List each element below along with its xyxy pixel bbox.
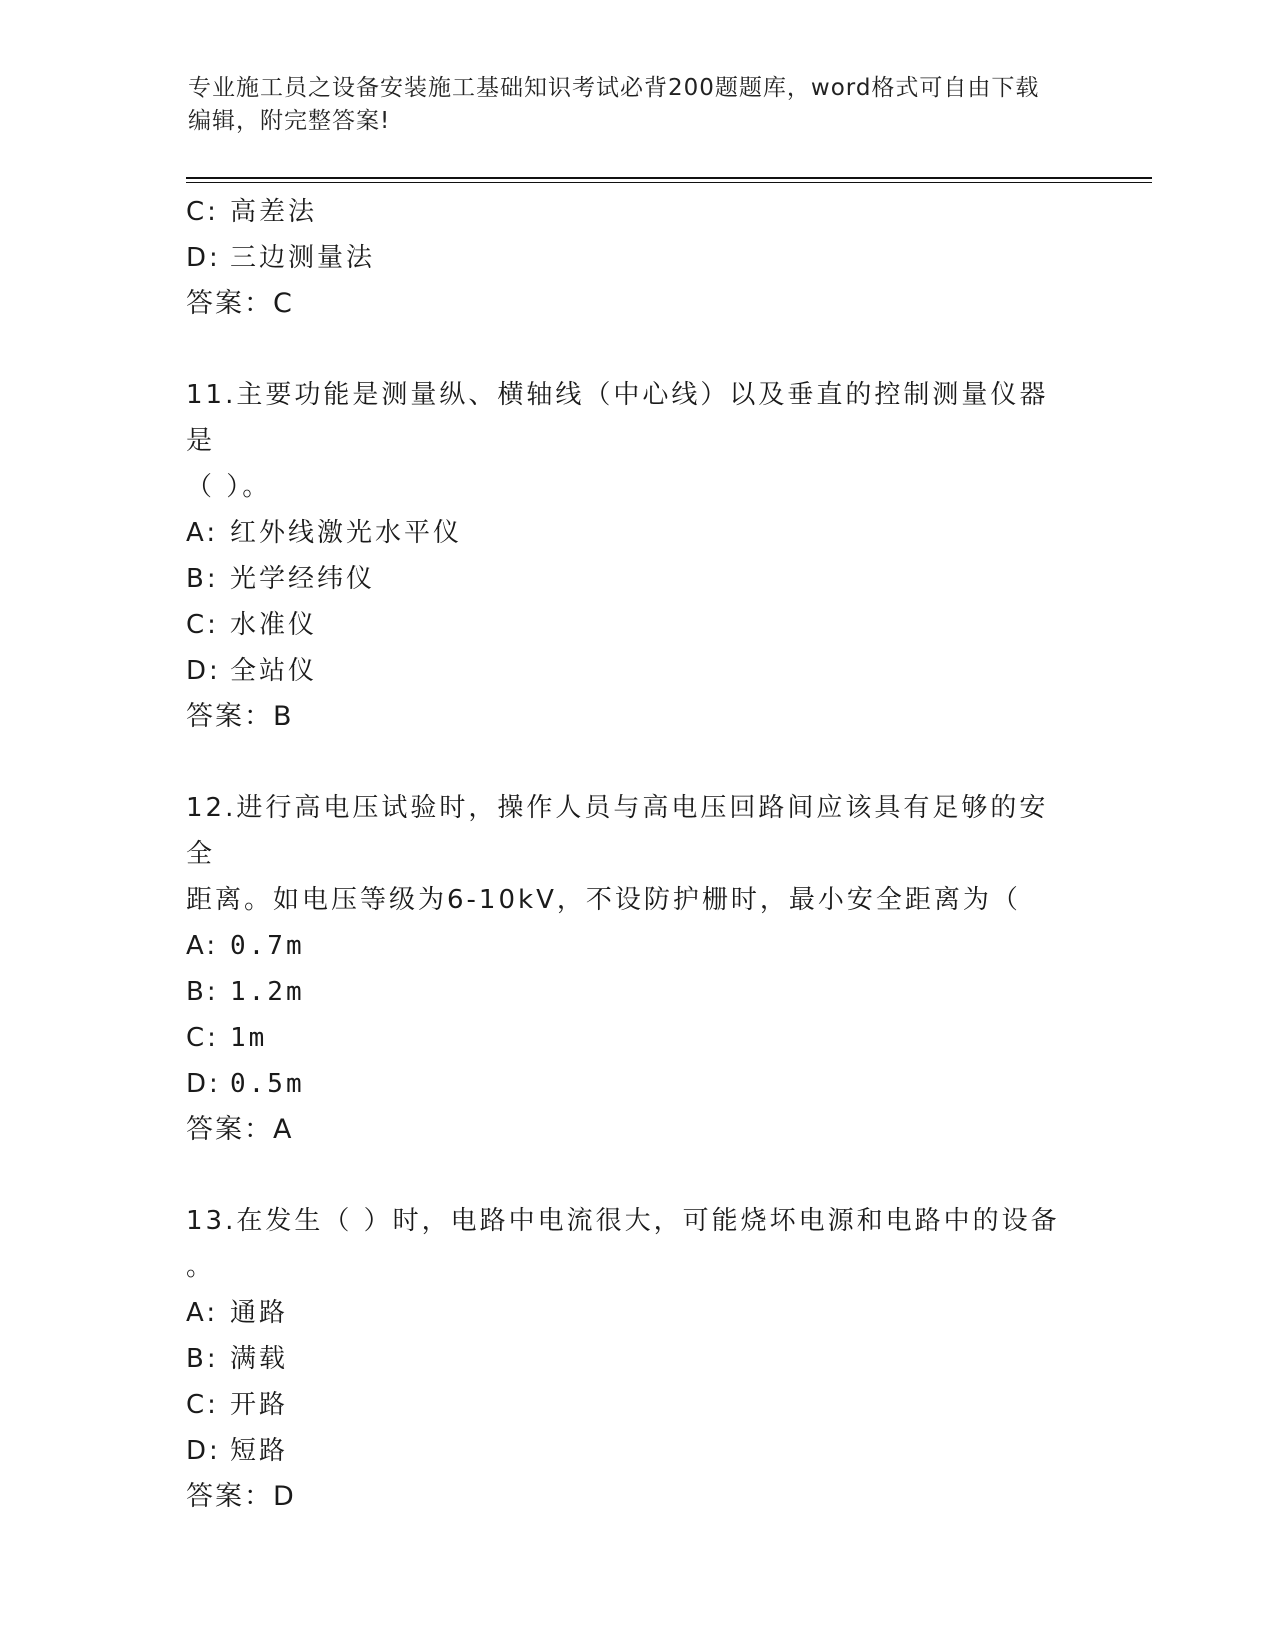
option-row: [186, 1015, 1086, 1061]
spacer: [186, 1153, 1086, 1198]
option-row: [186, 1290, 1086, 1336]
question-text-line1: 11.主要功能是测量纵、横轴线（中心线）以及垂直的控制测量仪器是: [186, 380, 1049, 456]
option-row: [186, 923, 1086, 969]
option-label: D:: [186, 243, 221, 273]
option-text: 全站仪: [230, 656, 318, 686]
option-text: 满载: [230, 1344, 289, 1374]
question-block-12: [186, 785, 1086, 1153]
option-label: B:: [186, 977, 219, 1007]
option-text: 0.5m: [230, 1069, 305, 1099]
option-label: A:: [186, 931, 219, 961]
option-row: [186, 648, 1086, 694]
option-row: [186, 235, 1086, 281]
option-text: 高差法: [230, 197, 318, 227]
header-title-line1: 专业施工员之设备安装施工基础知识考试必背200题题库，word格式可自由下载: [188, 75, 1040, 101]
option-row: [186, 556, 1086, 602]
option-row: [186, 189, 1086, 235]
option-text: 光学经纬仪: [230, 564, 376, 594]
option-text: 短路: [230, 1436, 289, 1466]
answer-line: 答案：A: [186, 1114, 294, 1145]
option-label: B:: [186, 1344, 219, 1374]
option-row: [186, 1428, 1086, 1474]
question-block-11: [186, 372, 1086, 740]
option-label: C:: [186, 1023, 219, 1053]
question-text-line1: 12.进行高电压试验时，操作人员与高电压回路间应该具有足够的安全: [186, 793, 1049, 869]
question-content: [186, 189, 1086, 1520]
question-text-line1: 13.在发生（ ）时，电路中电流很大，可能烧坏电源和电路中的设备: [186, 1206, 1060, 1236]
question-text-line2: （ ）。: [186, 472, 272, 502]
question-block-13: [186, 1198, 1086, 1520]
option-label: A:: [186, 1298, 219, 1328]
option-text: 三边测量法: [230, 243, 376, 273]
answer-line: 答案：B: [186, 701, 294, 732]
option-label: C:: [186, 197, 219, 227]
option-label: D:: [186, 1069, 221, 1099]
answer-line: 答案：D: [186, 1481, 296, 1512]
option-text: 红外线激光水平仪: [230, 518, 463, 548]
option-text: 水准仪: [230, 610, 318, 640]
header-rule-thick: [186, 177, 1152, 179]
option-row: [186, 1336, 1086, 1382]
spacer: [186, 327, 1086, 372]
option-row: [186, 969, 1086, 1015]
option-text: 1.2m: [230, 977, 305, 1007]
option-row: [186, 1382, 1086, 1428]
prev-question-block: [186, 189, 1086, 327]
document-header: [188, 72, 1068, 138]
question-text-line2: 。: [186, 1252, 216, 1282]
header-title-line2: 编辑，附完整答案!: [188, 108, 391, 134]
option-text: 1m: [230, 1023, 268, 1053]
option-label: D:: [186, 656, 221, 686]
header-rule-thin: [186, 182, 1152, 183]
option-label: C:: [186, 610, 219, 640]
option-label: A:: [186, 518, 219, 548]
option-text: 通路: [230, 1298, 289, 1328]
option-label: B:: [186, 564, 219, 594]
spacer: [186, 740, 1086, 785]
answer-line: 答案：C: [186, 288, 294, 319]
option-text: 0.7m: [230, 931, 305, 961]
question-text-line2: 距离。如电压等级为6-10kV，不设防护栅时，最小安全距离为（: [186, 885, 1021, 915]
option-row: [186, 1061, 1086, 1107]
option-row: [186, 510, 1086, 556]
option-row: [186, 602, 1086, 648]
option-label: D:: [186, 1436, 221, 1466]
option-text: 开路: [230, 1390, 289, 1420]
option-label: C:: [186, 1390, 219, 1420]
